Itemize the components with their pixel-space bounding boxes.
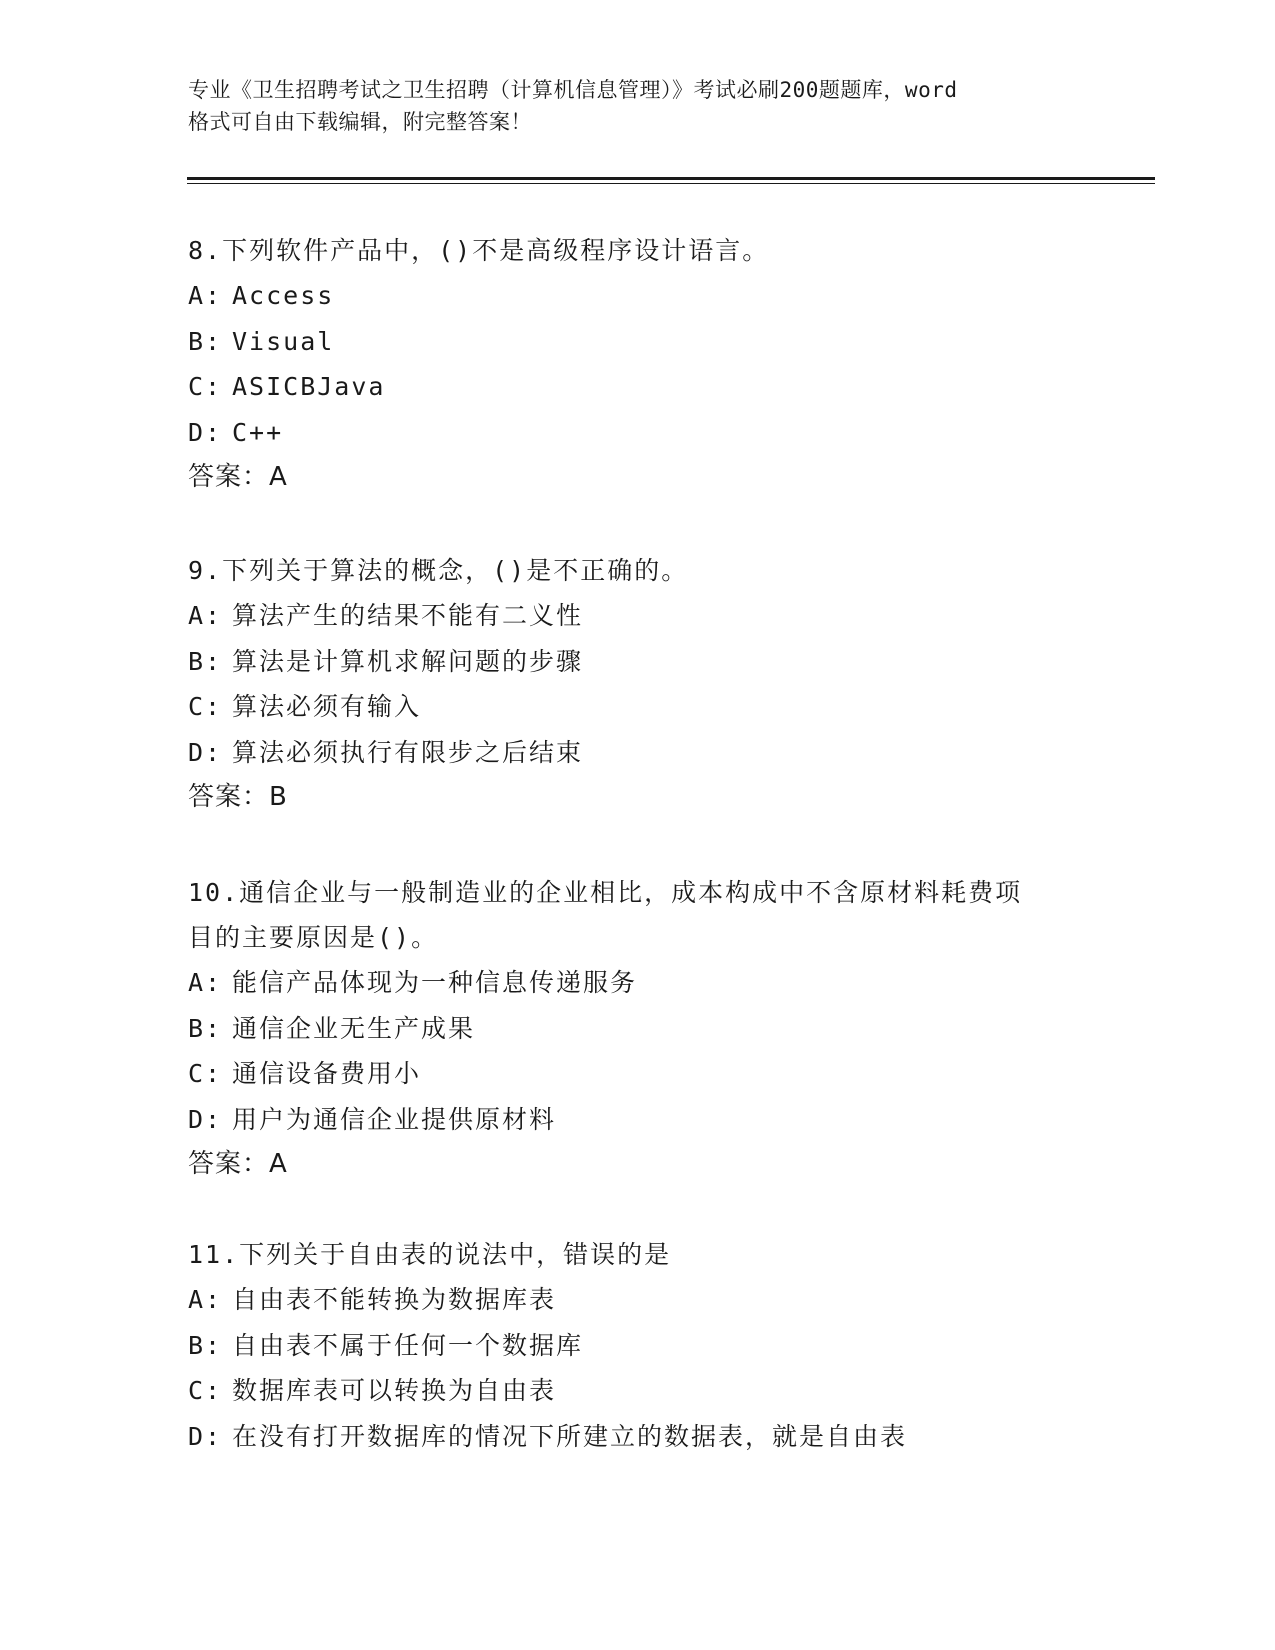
option-key: D: xyxy=(188,737,223,767)
option-text: 算法产生的结果不能有二义性 xyxy=(232,601,584,630)
option-key: A: xyxy=(188,1285,223,1314)
option-c xyxy=(188,1368,1088,1414)
option-key: B: xyxy=(188,1013,223,1043)
option-a xyxy=(188,593,1088,639)
question-stem: 10.通信企业与一般制造业的企业相比，成本构成中不含原材料耗费项 xyxy=(188,878,1023,907)
answer-label: 答案：B xyxy=(188,782,288,812)
option-c xyxy=(188,364,1088,410)
option-key: C: xyxy=(188,1376,223,1405)
option-text: 自由表不能转换为数据库表 xyxy=(232,1285,557,1314)
option-key: C: xyxy=(188,372,223,401)
option-b xyxy=(188,1323,1088,1369)
answer-label: 答案：A xyxy=(188,462,288,492)
option-key: A: xyxy=(188,968,223,997)
option-key: B: xyxy=(188,646,223,676)
question-stem: 9.下列关于算法的概念，()是不正确的。 xyxy=(188,556,689,585)
option-c xyxy=(188,1051,1088,1097)
header-divider-thin xyxy=(187,183,1155,184)
option-a xyxy=(188,1277,1088,1323)
question-10 xyxy=(188,870,1088,1187)
question-stem-continued: 目的主要原因是()。 xyxy=(188,923,439,952)
document-header xyxy=(188,74,1108,138)
answer-label: 答案：A xyxy=(188,1149,288,1179)
option-key: A: xyxy=(188,281,223,310)
option-text: Visual xyxy=(232,326,335,356)
option-a xyxy=(188,273,1088,319)
question-9 xyxy=(188,548,1088,820)
option-b xyxy=(188,319,1088,365)
option-key: C: xyxy=(188,1059,223,1088)
option-b xyxy=(188,1006,1088,1052)
option-d xyxy=(188,410,1088,456)
option-d xyxy=(188,730,1088,776)
option-text: 在没有打开数据库的情况下所建立的数据表，就是自由表 xyxy=(232,1421,908,1451)
header-line-2: 格式可自由下载编辑，附完整答案！ xyxy=(188,110,532,134)
option-text: 数据库表可以转换为自由表 xyxy=(232,1376,557,1405)
option-c xyxy=(188,684,1088,730)
question-stem: 11.下列关于自由表的说法中，错误的是 xyxy=(188,1240,672,1269)
option-text: 能信产品体现为一种信息传递服务 xyxy=(232,968,638,997)
question-11 xyxy=(188,1232,1088,1459)
option-text: 自由表不属于任何一个数据库 xyxy=(232,1330,584,1360)
option-key: C: xyxy=(188,692,223,721)
option-d xyxy=(188,1097,1088,1143)
header-divider-thick xyxy=(187,177,1155,180)
option-a xyxy=(188,960,1088,1006)
option-text: 通信设备费用小 xyxy=(232,1059,422,1088)
option-text: 算法是计算机求解问题的步骤 xyxy=(232,646,584,676)
option-key: D: xyxy=(188,1104,223,1134)
option-key: A: xyxy=(188,601,223,630)
option-text: ASICBJava xyxy=(232,372,386,401)
question-8 xyxy=(188,228,1088,500)
option-text: C++ xyxy=(232,417,284,447)
option-key: B: xyxy=(188,1330,223,1360)
option-key: D: xyxy=(188,1421,223,1451)
option-key: D: xyxy=(188,417,223,447)
option-text: 算法必须有输入 xyxy=(232,692,422,721)
option-key: B: xyxy=(188,326,223,356)
option-b xyxy=(188,639,1088,685)
option-d xyxy=(188,1414,1088,1460)
header-line-1: 专业《卫生招聘考试之卫生招聘（计算机信息管理）》考试必刷200题题库，word xyxy=(188,78,958,102)
option-text: 通信企业无生产成果 xyxy=(232,1013,476,1043)
option-text: Access xyxy=(232,281,335,310)
option-text: 用户为通信企业提供原材料 xyxy=(232,1104,557,1134)
question-stem: 8.下列软件产品中，()不是高级程序设计语言。 xyxy=(188,236,770,265)
option-text: 算法必须执行有限步之后结束 xyxy=(232,737,584,767)
